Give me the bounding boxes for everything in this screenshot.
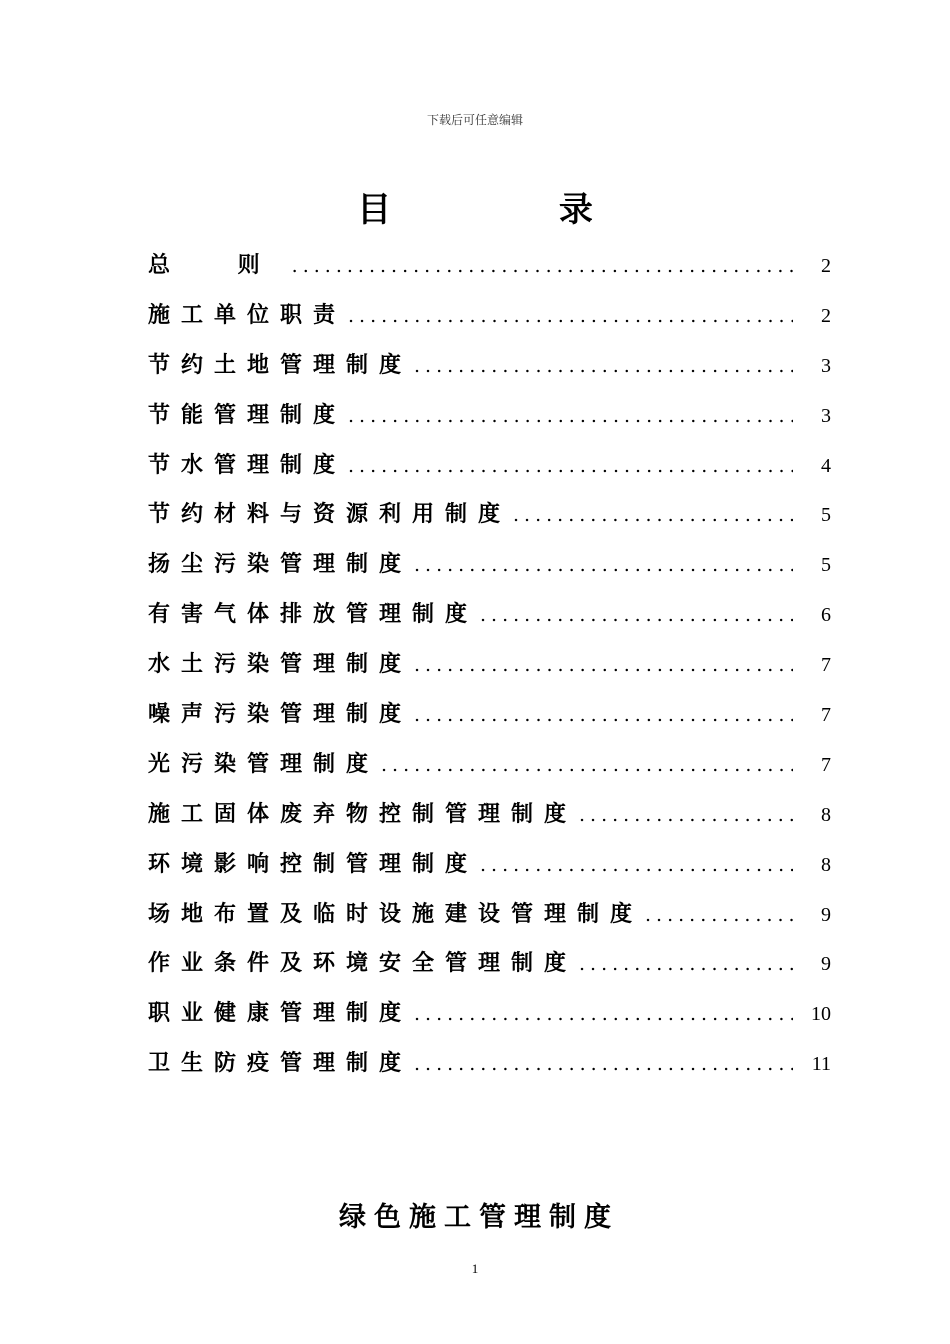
toc-entry-page: 9 bbox=[821, 903, 831, 926]
toc-entry-text: 扬尘污染管理制度 bbox=[148, 551, 413, 578]
toc-entry-page: 7 bbox=[821, 654, 831, 677]
toc-entry-page: 2 bbox=[821, 304, 831, 327]
toc-leader-dots bbox=[414, 654, 793, 676]
toc-leader-dots bbox=[645, 904, 793, 926]
toc-entry-page: 2 bbox=[821, 255, 831, 277]
header-note: 下载后可任意编辑 bbox=[426, 113, 523, 127]
toc-leader-dots bbox=[348, 455, 793, 477]
toc-entry[interactable] bbox=[148, 847, 831, 897]
toc-entry[interactable] bbox=[148, 797, 831, 847]
toc-leader-dots bbox=[579, 953, 793, 975]
toc-entry-page: 9 bbox=[821, 953, 831, 976]
toc-entry-text: 噪声污染管理制度 bbox=[148, 701, 413, 728]
toc-entry[interactable] bbox=[148, 747, 831, 797]
toc-leader-dots bbox=[414, 554, 793, 576]
toc-entry-page: 3 bbox=[821, 354, 831, 377]
toc-entry-text: 总 则 bbox=[148, 252, 290, 278]
toc-leader-dots bbox=[480, 604, 793, 626]
toc-entry[interactable] bbox=[148, 448, 831, 498]
toc-leader-dots bbox=[579, 804, 793, 826]
toc-entry-page: 11 bbox=[811, 1053, 831, 1076]
toc-leader-dots bbox=[414, 355, 793, 377]
toc-leader-dots bbox=[414, 1003, 793, 1025]
toc-leader-dots bbox=[292, 255, 793, 277]
toc-entry-page: 7 bbox=[821, 704, 831, 727]
toc-leader-dots bbox=[480, 854, 793, 876]
toc-entry[interactable] bbox=[148, 946, 831, 996]
toc-entry-text: 有害气体排放管理制度 bbox=[148, 601, 479, 628]
toc-entry-page: 7 bbox=[821, 753, 831, 776]
toc-entry[interactable] bbox=[148, 897, 831, 947]
toc-entry[interactable] bbox=[148, 348, 831, 398]
toc-entry-page: 5 bbox=[821, 554, 831, 577]
toc-entry-text: 场地布置及临时设施建设管理制度 bbox=[148, 900, 644, 927]
toc-entry-text: 施工单位职责 bbox=[148, 301, 347, 328]
toc-entry-text: 职业健康管理制度 bbox=[148, 1000, 413, 1027]
toc-entry-text: 卫生防疫管理制度 bbox=[148, 1050, 413, 1077]
toc-entry-text: 环境影响控制管理制度 bbox=[148, 850, 479, 877]
toc-entry-page: 8 bbox=[821, 803, 831, 826]
toc-entry-page: 6 bbox=[821, 604, 831, 627]
toc-entry-page: 3 bbox=[821, 404, 831, 427]
toc-entry[interactable] bbox=[148, 398, 831, 448]
toc-entry[interactable] bbox=[148, 996, 831, 1046]
toc-leader-dots bbox=[348, 305, 793, 327]
toc-entry[interactable] bbox=[148, 298, 831, 348]
toc-entry[interactable] bbox=[148, 597, 831, 647]
toc-entry[interactable] bbox=[148, 497, 831, 547]
toc-title: 目 录 bbox=[357, 190, 671, 230]
toc-entry-text: 节约材料与资源利用制度 bbox=[148, 501, 512, 528]
toc-leader-dots bbox=[381, 754, 793, 776]
table-of-contents bbox=[148, 248, 831, 1096]
toc-entry-text: 光污染管理制度 bbox=[148, 750, 380, 777]
toc-entry-page: 10 bbox=[811, 1003, 831, 1026]
toc-entry-page: 4 bbox=[821, 454, 831, 477]
page-number: 1 bbox=[471, 1261, 479, 1276]
toc-entry-text: 节能管理制度 bbox=[148, 401, 347, 428]
toc-entry-page: 8 bbox=[821, 853, 831, 876]
toc-entry-text: 作业条件及环境安全管理制度 bbox=[148, 950, 578, 977]
document-title: 绿色施工管理制度 bbox=[339, 1202, 619, 1233]
toc-entry-page: 5 bbox=[821, 504, 831, 527]
toc-entry[interactable] bbox=[148, 547, 831, 597]
toc-entry[interactable] bbox=[148, 248, 831, 298]
toc-leader-dots bbox=[414, 704, 793, 726]
toc-entry-text: 节水管理制度 bbox=[148, 451, 347, 478]
toc-leader-dots bbox=[513, 504, 793, 526]
toc-entry-text: 施工固体废弃物控制管理制度 bbox=[148, 800, 578, 827]
toc-leader-dots bbox=[414, 1053, 793, 1075]
toc-entry[interactable] bbox=[148, 1046, 831, 1096]
toc-leader-dots bbox=[348, 405, 793, 427]
toc-entry[interactable] bbox=[148, 647, 831, 697]
toc-entry-text: 水土污染管理制度 bbox=[148, 651, 413, 678]
toc-entry-text: 节约土地管理制度 bbox=[148, 351, 413, 378]
toc-entry[interactable] bbox=[148, 697, 831, 747]
